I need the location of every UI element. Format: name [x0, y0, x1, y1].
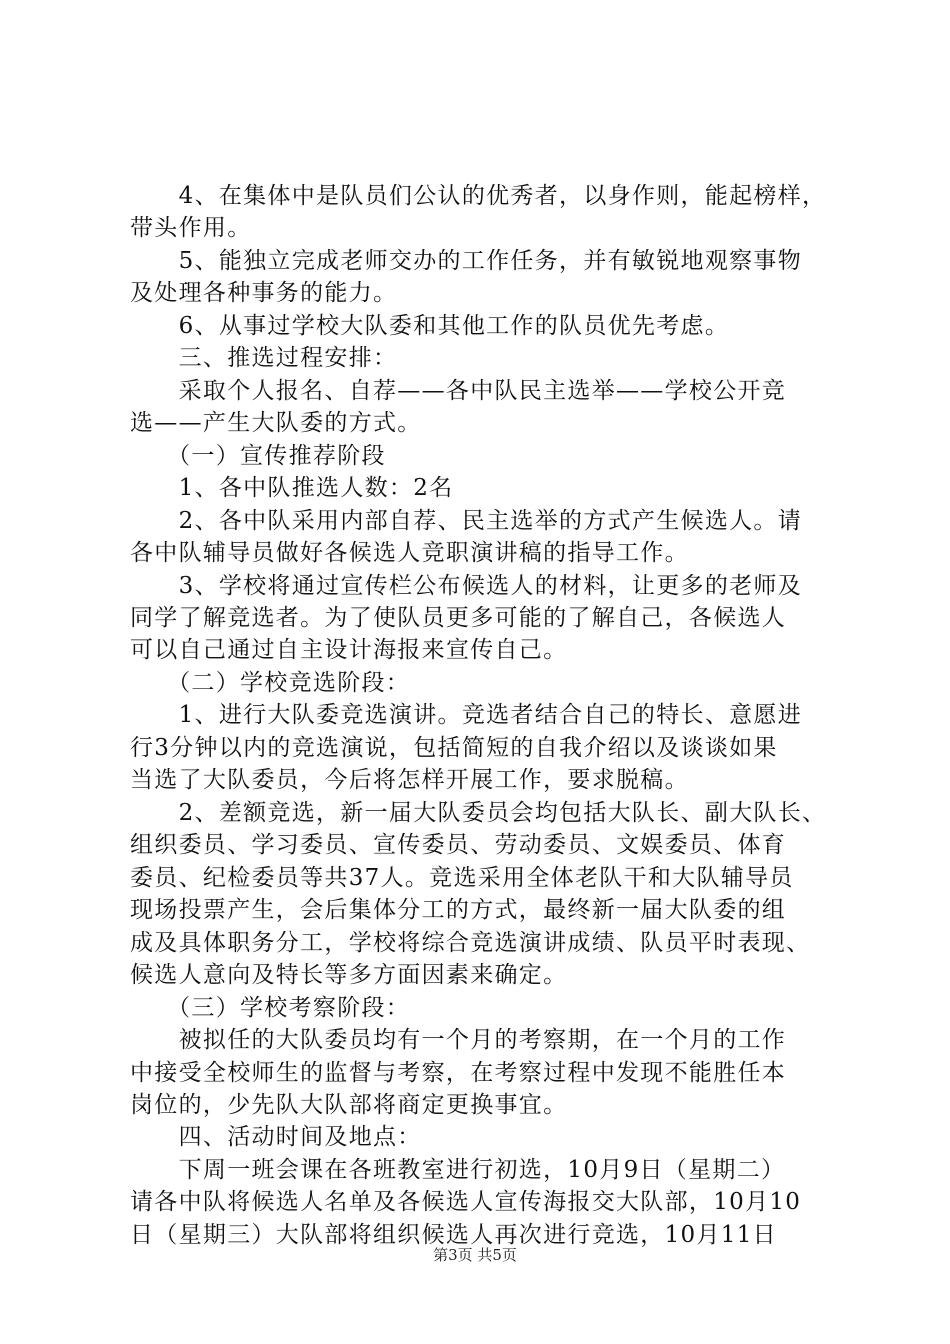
paragraph-line: 岗位的，少先队大队部将商定更换事宜。 — [130, 1092, 568, 1118]
paragraph-line: 及处理各种事务的能力。 — [130, 280, 398, 306]
section-heading: 三、推选过程安排： — [130, 345, 398, 371]
paragraph-line: 5、能独立完成老师交办的工作任务，并有敏锐地观察事物 — [130, 248, 803, 274]
paragraph-line: 2、各中队采用内部自荐、民主选举的方式产生候选人。请 — [130, 508, 803, 534]
subsection-heading: （一）宣传推荐阶段 — [130, 443, 386, 469]
document-page — [130, 0, 834, 1344]
paragraph-line: 采取个人报名、自荐——各中队民主选举——学校公开竞 — [130, 378, 787, 404]
paragraph-line: 成及具体职务分工，学校将综合竞选演讲成绩、队员平时表现、 — [130, 930, 811, 956]
paragraph-line: 被拟任的大队委员均有一个月的考察期，在一个月的工作 — [130, 1027, 787, 1053]
paragraph-line: 委员、纪检委员等共37人。竞选采用全体老队干和大队辅导员 — [130, 865, 794, 891]
paragraph-line: 请各中队将候选人名单及各候选人宣传海报交大队部，10月10 — [130, 1189, 802, 1215]
subsection-heading: （三）学校考察阶段： — [130, 995, 411, 1021]
subsection-heading: （二）学校竞选阶段： — [130, 670, 411, 696]
paragraph-line: 2、差额竞选，新一届大队委员会均包括大队长、副大队长、 — [130, 800, 827, 826]
paragraph-line: 4、在集体中是队员们公认的优秀者，以身作则，能起榜样， — [130, 183, 827, 209]
paragraph-line: 带头作用。 — [130, 215, 252, 241]
paragraph-line: 6、从事过学校大队委和其他工作的队员优先考虑。 — [130, 313, 730, 339]
paragraph-line: 下周一班会课在各班教室进行初选，10月9日（星期二） — [130, 1157, 786, 1183]
paragraph-line: 行3分钟以内的竞选演说，包括简短的自我介绍以及谈谈如果 — [130, 735, 778, 761]
paragraph-line: 现场投票产生，会后集体分工的方式，最终新一届大队委的组 — [130, 897, 787, 923]
paragraph-line: 中接受全校师生的监督与考察，在考察过程中发现不能胜任本 — [130, 1060, 787, 1086]
paragraph-line: 选——产生大队委的方式。 — [130, 410, 422, 436]
paragraph-line: 组织委员、学习委员、宣传委员、劳动委员、文娱委员、体育 — [130, 832, 787, 858]
paragraph-line: 1、进行大队委竞选演讲。竞选者结合自己的特长、意愿进 — [130, 702, 803, 728]
paragraph-line: 同学了解竞选者。为了使队员更多可能的了解自己，各候选人 — [130, 605, 787, 631]
paragraph-line: 各中队辅导员做好各候选人竞职演讲稿的指导工作。 — [130, 540, 689, 566]
paragraph-line: 当选了大队委员，今后将怎样开展工作，要求脱稿。 — [130, 767, 689, 793]
paragraph-line: 1、各中队推选人数：2名 — [130, 475, 454, 501]
paragraph-line: 可以自己通过自主设计海报来宣传自己。 — [130, 637, 568, 663]
paragraph-line: 候选人意向及特长等多方面因素来确定。 — [130, 962, 568, 988]
paragraph-line: 3、学校将通过宣传栏公布候选人的材料，让更多的老师及 — [130, 573, 803, 599]
paragraph-line: 日（星期三）大队部将组织候选人再次进行竞选，10月11日 — [130, 1222, 777, 1248]
page-number-footer: 第3页 共5页 — [433, 1246, 517, 1264]
section-heading: 四、活动时间及地点： — [130, 1124, 422, 1150]
